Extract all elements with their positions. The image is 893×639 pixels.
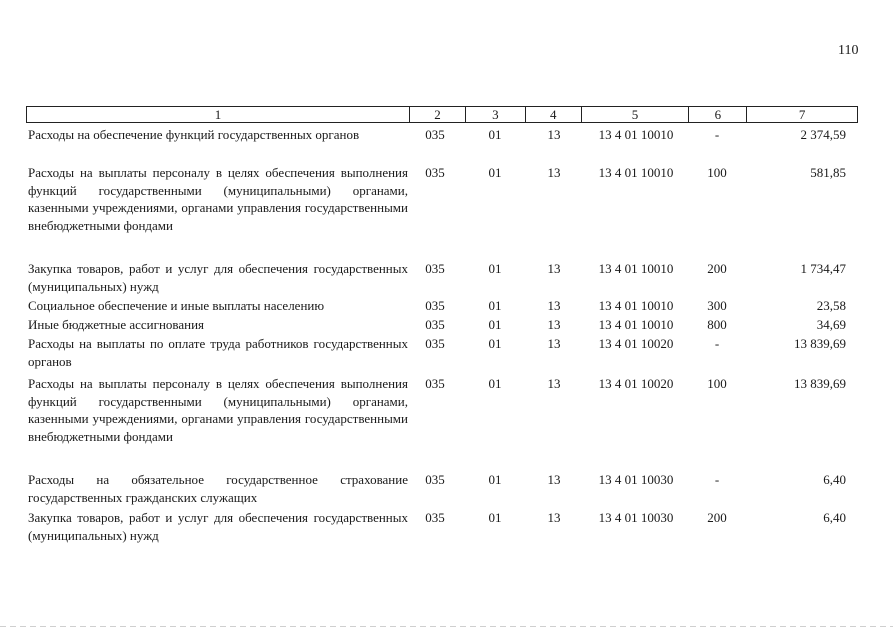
row-code-6: 100 [707, 376, 727, 391]
row-code-5: 13 4 01 10010 [598, 298, 674, 313]
row-code-4: 13 [547, 165, 561, 180]
table-row [26, 260, 858, 295]
table-row [26, 126, 858, 144]
row-code-2: 035 [425, 165, 445, 180]
row-code-5: 13 4 01 10030 [598, 472, 674, 487]
row-amount: 6,40 [823, 510, 846, 525]
header-col-1: 1 [27, 107, 410, 122]
header-col-3: 3 [466, 107, 526, 122]
row-amount: 23,58 [816, 298, 846, 313]
row-amount: 581,85 [810, 165, 846, 180]
row-code-2: 035 [425, 298, 445, 313]
row-code-4: 13 [547, 261, 561, 276]
row-code-6: - [714, 336, 720, 351]
page-number: 110 [838, 43, 859, 58]
row-code-2: 035 [425, 472, 445, 487]
row-code-4: 13 [547, 376, 561, 391]
row-code-4: 13 [547, 510, 561, 525]
row-code-3: 01 [488, 510, 502, 525]
row-code-6: 800 [707, 317, 727, 332]
header-col-6: 6 [689, 107, 747, 122]
row-amount: 34,69 [816, 317, 846, 332]
row-code-3: 01 [488, 376, 502, 391]
row-code-3: 01 [488, 261, 502, 276]
row-code-5: 13 4 01 10010 [598, 261, 674, 276]
row-code-5: 13 4 01 10010 [598, 127, 674, 142]
row-code-3: 01 [488, 472, 502, 487]
header-col-2: 2 [410, 107, 466, 122]
row-code-4: 13 [547, 336, 561, 351]
row-code-6: 300 [707, 298, 727, 313]
row-code-6: 100 [707, 165, 727, 180]
row-amount: 13 839,69 [794, 336, 846, 351]
row-name: Социальное обеспечение и иные выплаты населению [28, 298, 325, 313]
row-name: Расходы на обязательное государственное страхование государственных гражданских служащих [28, 472, 408, 505]
row-code-3: 01 [488, 165, 502, 180]
row-name: Закупка товаров, работ и услуг для обеспечения государственных (муниципальных) нужд [28, 510, 408, 543]
row-code-3: 01 [488, 127, 502, 142]
table-row [26, 335, 858, 370]
row-code-2: 035 [425, 376, 445, 391]
row-name: Расходы на выплаты персоналу в целях обеспечения выполнения функций государственными (муниципальными) органами, казенными учреждениями, органами управления государственными внебюджетными фондами [28, 165, 408, 233]
table-header-row [26, 106, 858, 123]
row-code-3: 01 [488, 317, 502, 332]
header-col-4: 4 [526, 107, 582, 122]
row-name: Закупка товаров, работ и услуг для обеспечения государственных (муниципальных) нужд [28, 261, 408, 294]
row-code-2: 035 [425, 317, 445, 332]
row-code-5: 13 4 01 10030 [598, 510, 674, 525]
scan-artifact-line [0, 626, 893, 627]
header-col-5: 5 [582, 107, 690, 122]
row-amount: 6,40 [823, 472, 846, 487]
row-code-2: 035 [425, 261, 445, 276]
row-amount: 2 374,59 [800, 127, 846, 142]
row-name: Иные бюджетные ассигнования [28, 317, 205, 332]
table-row [26, 375, 858, 445]
row-name: Расходы на обеспечение функций государственных органов [28, 127, 360, 142]
row-name: Расходы на выплаты персоналу в целях обеспечения выполнения функций государственными (муниципальными) органами, казенными учреждениями, органами управления государственными внебюджетными фондами [28, 376, 408, 444]
row-amount: 13 839,69 [794, 376, 846, 391]
header-col-7: 7 [798, 107, 806, 122]
row-code-4: 13 [547, 127, 561, 142]
table-row [26, 164, 858, 234]
row-code-3: 01 [488, 336, 502, 351]
row-code-5: 13 4 01 10020 [598, 376, 674, 391]
row-code-4: 13 [547, 317, 561, 332]
table-row [26, 316, 858, 334]
row-code-5: 13 4 01 10010 [598, 317, 674, 332]
row-code-6: - [714, 127, 720, 142]
row-code-2: 035 [425, 127, 445, 142]
table-row [26, 297, 858, 315]
row-code-6: 200 [707, 261, 727, 276]
row-code-3: 01 [488, 298, 502, 313]
table-row [26, 509, 858, 544]
row-code-6: 200 [707, 510, 727, 525]
row-code-4: 13 [547, 298, 561, 313]
row-code-4: 13 [547, 472, 561, 487]
row-code-2: 035 [425, 510, 445, 525]
row-code-5: 13 4 01 10020 [598, 336, 674, 351]
row-code-6: - [714, 472, 720, 487]
row-name: Расходы на выплаты по оплате труда работников государственных органов [28, 336, 408, 369]
row-amount: 1 734,47 [800, 261, 846, 276]
row-code-2: 035 [425, 336, 445, 351]
row-code-5: 13 4 01 10010 [598, 165, 674, 180]
table-row [26, 471, 858, 506]
